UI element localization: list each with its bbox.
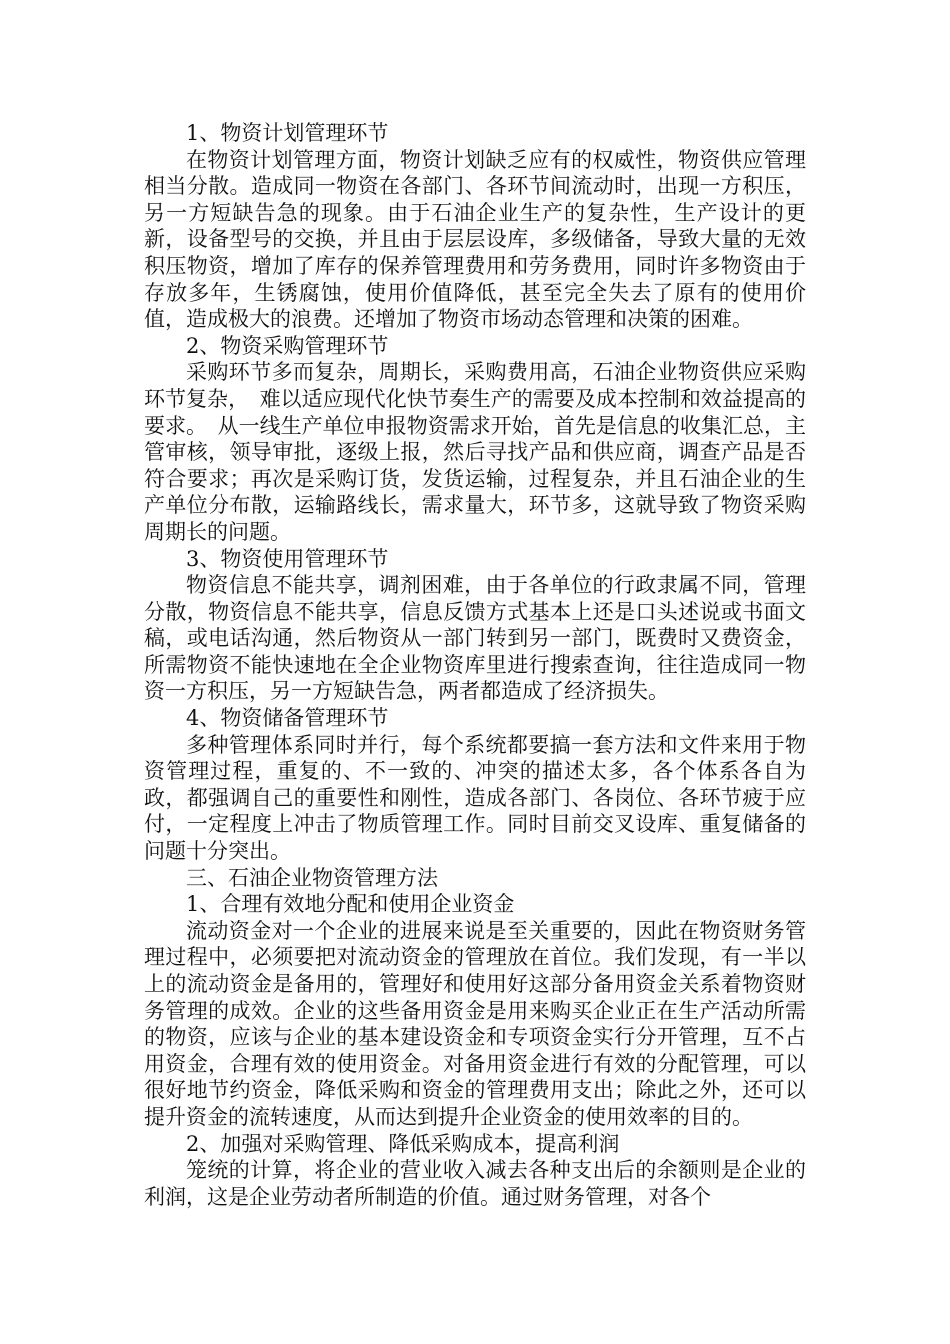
paragraph-purchase: 采购环节多而复杂，周期长，采购费用高，石油企业物资供应采购环节复杂， 难以适应现代化快节奏生产的需要及成本控制和效益提高的要求。 从一线生产单位申报物资需求开始，首先是信息的收集汇总，主管审核，领导审批，逐级上报，然后寻找产品和供应商，调查产品是否符合要求；再次是采购订货，发货运输，过程复杂，并且石油企业的生产单位分布散，运输路线长，需求量大，环节多，这就导致了物资采购周期长的问题。 <box>144 360 806 544</box>
section-heading-purchase: 2、物资采购管理环节 <box>186 333 389 358</box>
paragraph-funds: 流动资金对一个企业的进展来说是至关重要的，因此在物资财务管理过程中，必须要把对流动资金的管理放在首位。我们发现，有一半以上的流动资金是备用的，管理好和使用好这部分备用资金关系着物资财务管理的成效。企业的这些备用资金是用来购买企业正在生产活动所需的物资，应该与企业的基本建设资金和专项资金实行分开管理，互不占用资金，合理有效的使用资金。对备用资金进行有效的分配管理，可以很好地节约资金，降低采购和资金的管理费用支出；除此之外，还可以提升资金的流转速度，从而达到提升企业资金的使用效率的目的。 <box>144 918 806 1129</box>
document-page <box>144 120 806 1210</box>
section-heading-storage: 4、物资储备管理环节 <box>186 706 389 731</box>
section-heading-plan: 1、物资计划管理环节 <box>186 121 389 145</box>
paragraph-usage: 物资信息不能共享，调剂困难，由于各单位的行政隶属不同，管理分散，物资信息不能共享，信息反馈方式基本上还是口头述说或书面文稿，或电话沟通，然后物资从一部门转到另一部门，既费时又费资金，所需物资不能快速地在全企业物资库里进行搜索查询，往往造成同一物资一方积压，另一方短缺告急，两者都造成了经济损失。 <box>144 573 806 704</box>
paragraph-procurement-cost: 笼统的计算，将企业的营业收入减去各种支出后的余额则是企业的利润，这是企业劳动者所制造的价值。通过财务管理，对各个 <box>144 1158 806 1209</box>
section-heading-usage: 3、物资使用管理环节 <box>186 546 389 571</box>
paragraph-storage: 多种管理体系同时并行，每个系统都要搞一套方法和文件来用于物资管理过程，重复的、不一致的、冲突的描述太多，各个体系各自为政，都强调自己的重要性和刚性，造成各部门、各岗位、各环节疲于应付，一定程度上冲击了物质管理工作。同时目前交叉设库、重复储备的问题十分突出。 <box>144 732 806 864</box>
paragraph-plan: 在物资计划管理方面，物资计划缺乏应有的权威性，物资供应管理相当分散。造成同一物资在各部门、各环节间流动时，出现一方积压，另一方短缺告急的现象。由于石油企业生产的复杂性，生产设计的更新，设备型号的交换，并且由于层层设库，多级储备，导致大量的无效积压物资，增加了库存的保养管理费用和劳务费用，同时许多物资由于存放多年，生锈腐蚀，使用价值降低，甚至完全失去了原有的使用价值，造成极大的浪费。还增加了物资市场动态管理和决策的困难。 <box>144 147 806 332</box>
section-heading-funds: 1、合理有效地分配和使用企业资金 <box>186 892 515 917</box>
section-heading-procurement-cost: 2、加强对采购管理、降低采购成本，提高利润 <box>186 1131 620 1156</box>
chapter-heading-methods: 三、石油企业物资管理方法 <box>186 865 438 890</box>
